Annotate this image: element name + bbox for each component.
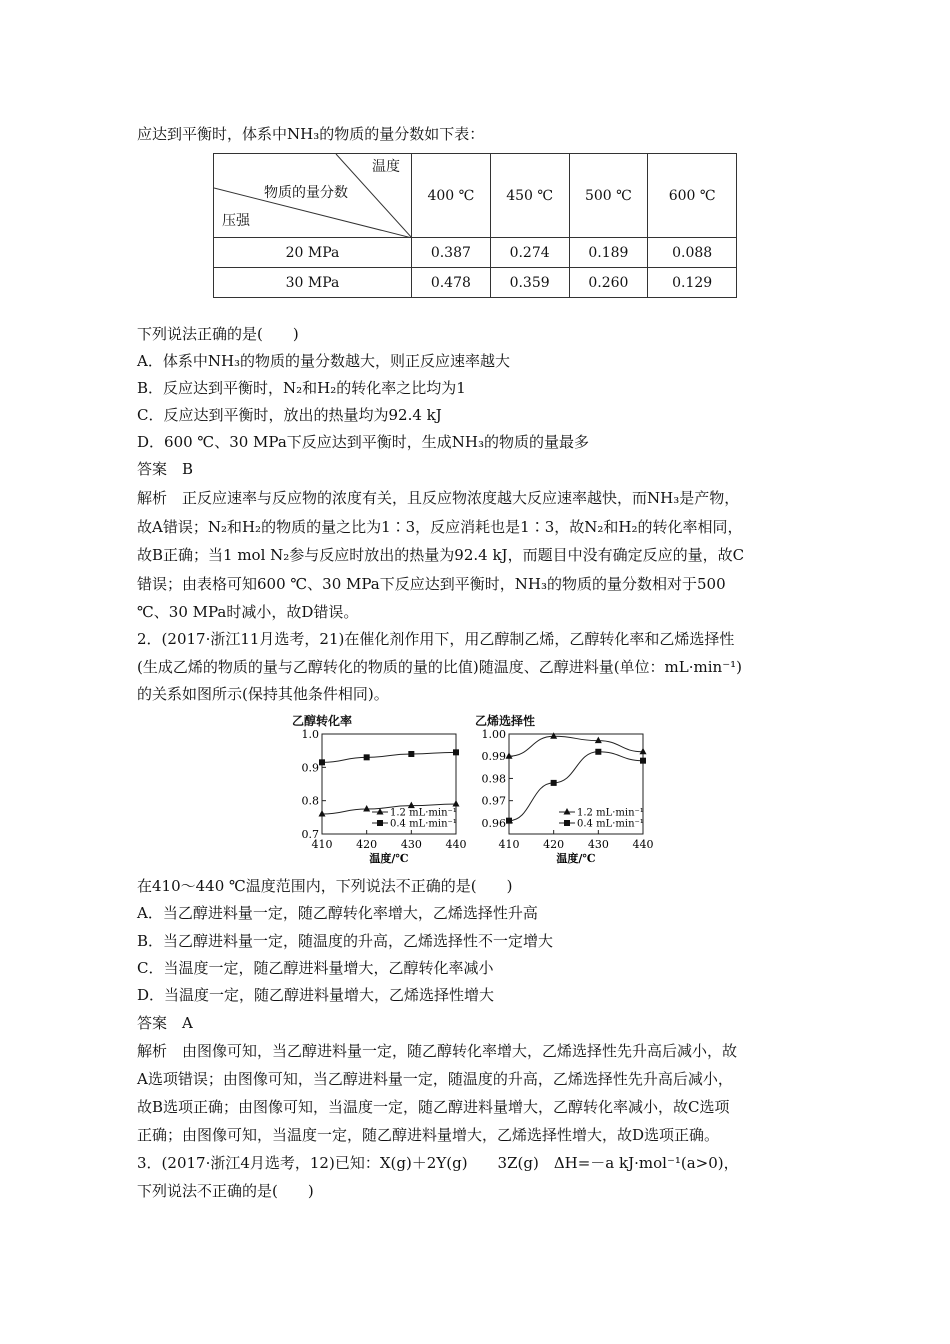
q2-option-c: C．当温度一定，随乙醇进料量增大，乙醇转化率减小	[137, 959, 494, 977]
series-line	[322, 752, 456, 762]
value-cell: 0.260	[569, 268, 648, 298]
data-point-square	[595, 749, 601, 755]
q1-option-b: B．反应达到平衡时，N₂和H₂的转化率之比均为1	[137, 379, 466, 397]
legend-square-marker	[377, 820, 383, 826]
data-point-square	[364, 754, 370, 760]
data-point-square	[453, 749, 459, 755]
q2-stem-line: 的关系如图所示(保持其他条件相同)。	[137, 685, 389, 703]
data-point-triangle	[506, 752, 513, 759]
value-cell: 0.359	[490, 268, 569, 298]
q2-analysis-line: 故B选项正确；由图像可知，当温度一定，随乙醇进料量增大，乙醇转化率减小，故C选项	[137, 1098, 730, 1116]
q2-option-b: B．当乙醇进料量一定，随温度的升高，乙烯选择性不一定增大	[137, 932, 554, 950]
value-cell: 0.088	[648, 238, 737, 268]
data-point-square	[551, 780, 557, 786]
q1-analysis-line: 解析 正反应速率与反应物的浓度有关，且反应物浓度越大反应速率越快，而NH₃是产物，	[137, 489, 740, 507]
x-tick-label: 410	[311, 838, 333, 851]
x-axis-label: 温度/℃	[556, 852, 596, 865]
header-temp: 温度	[372, 159, 400, 175]
data-point-triangle	[453, 800, 460, 807]
y-tick-label: 0.97	[481, 794, 506, 808]
header-fraction: 物质的量分数	[264, 185, 348, 201]
series-line	[509, 736, 643, 756]
table-row	[214, 268, 737, 298]
header-pressure: 压强	[222, 213, 250, 229]
legend-triangle-marker	[564, 808, 571, 815]
value-cell: 0.189	[569, 238, 648, 268]
table-corner-header	[214, 154, 412, 238]
q1-analysis-line: 故B正确；当1 mol N₂参与反应时放出的热量为92.4 kJ，而题目中没有确定反应的量，故C	[137, 546, 745, 564]
q1-analysis-line: ℃、30 MPa时减小，故D错误。	[137, 603, 359, 621]
ethylene-selectivity-chart	[475, 712, 660, 867]
pressure-cell: 20 MPa	[214, 238, 412, 268]
x-tick-label: 410	[498, 838, 520, 851]
y-tick-label: 1.00	[481, 728, 506, 741]
data-point-triangle	[640, 748, 647, 755]
chart-svg	[475, 712, 660, 867]
y-tick-label: 0.99	[481, 750, 506, 764]
nh3-fraction-table	[213, 153, 737, 298]
temp-cell: 600 ℃	[648, 154, 737, 238]
x-tick-label: 420	[356, 838, 378, 851]
data-point-triangle	[595, 737, 602, 744]
q2-option-d: D．当温度一定，随乙醇进料量增大，乙烯选择性增大	[137, 986, 495, 1004]
y-tick-label: 0.8	[301, 794, 319, 808]
q3-stem-line: 3．(2017·浙江4月选考，12)已知：X(g)＋2Y(g) 3Z(g) ΔH=－a kJ·mol⁻¹(a>0)，	[137, 1154, 739, 1172]
x-tick-label: 430	[400, 838, 422, 851]
data-point-square	[640, 758, 646, 764]
legend-label: 1.2 mL·min⁻¹	[390, 807, 457, 819]
q1-stem: 下列说法正确的是( )	[137, 325, 299, 343]
x-tick-label: 430	[587, 838, 609, 851]
legend-label: 0.4 mL·min⁻¹	[577, 818, 644, 830]
chart-title: 乙烯选择性	[475, 714, 536, 728]
y-tick-label: 0.98	[481, 772, 506, 786]
value-cell: 0.478	[411, 268, 490, 298]
data-point-triangle	[319, 810, 326, 817]
q2-question: 在410～440 ℃温度范围内，下列说法不正确的是( )	[137, 877, 513, 895]
x-tick-label: 440	[632, 838, 654, 851]
pressure-cell: 30 MPa	[214, 268, 412, 298]
q2-analysis-line: 正确；由图像可知，当温度一定，随乙醇进料量增大，乙烯选择性增大，故D选项正确。	[137, 1126, 720, 1144]
legend-label: 0.4 mL·min⁻¹	[390, 818, 457, 830]
q2-stem-line: (生成乙烯的物质的量与乙醇转化的物质的量的比值)随温度、乙醇进料量(单位：mL·min⁻¹)	[137, 658, 742, 676]
x-tick-label: 420	[543, 838, 565, 851]
data-point-square	[408, 751, 414, 757]
table-row	[214, 238, 737, 268]
value-cell: 0.274	[490, 238, 569, 268]
temp-cell: 500 ℃	[569, 154, 648, 238]
q1-answer: 答案 B	[137, 460, 194, 478]
x-tick-label: 440	[445, 838, 467, 851]
legend-square-marker	[564, 820, 570, 826]
x-axis-label: 温度/℃	[369, 852, 409, 865]
intro-text: 应达到平衡时，体系中NH₃的物质的量分数如下表：	[137, 125, 485, 143]
value-cell: 0.387	[411, 238, 490, 268]
value-cell: 0.129	[648, 268, 737, 298]
q1-option-d: D．600 ℃、30 MPa下反应达到平衡时，生成NH₃的物质的量最多	[137, 433, 590, 451]
y-tick-label: 0.7	[301, 828, 319, 841]
y-tick-label: 1.0	[301, 728, 319, 741]
q1-analysis-line: 错误；由表格可知600 ℃、30 MPa下反应达到平衡时，NH₃的物质的量分数相对于500	[137, 575, 726, 593]
data-point-square	[506, 818, 512, 824]
q1-option-c: C．反应达到平衡时，放出的热量均为92.4 kJ	[137, 406, 442, 424]
temp-cell: 450 ℃	[490, 154, 569, 238]
chart-title: 乙醇转化率	[292, 714, 353, 728]
q3-stem-line: 下列说法不正确的是( )	[137, 1182, 314, 1200]
q1-analysis-line: 故A错误；N₂和H₂的物质的量之比为1∶3，反应消耗也是1∶3，故N₂和H₂的转化率相同，	[137, 518, 743, 536]
data-point-triangle	[550, 732, 557, 739]
q2-answer: 答案 A	[137, 1014, 193, 1032]
data-point-square	[319, 759, 325, 765]
temp-cell: 400 ℃	[411, 154, 490, 238]
y-tick-label: 0.96	[481, 816, 506, 830]
data-point-triangle	[363, 805, 370, 812]
y-tick-label: 0.9	[301, 761, 319, 775]
q2-analysis-line: A选项错误；由图像可知，当乙醇进料量一定，随温度的升高，乙烯选择性先升高后减小，	[137, 1070, 733, 1088]
q2-analysis-line: 解析 由图像可知，当乙醇进料量一定，随乙醇转化率增大，乙烯选择性先升高后减小，故	[137, 1042, 738, 1060]
q2-stem-line: 2．(2017·浙江11月选考，21)在催化剂作用下，用乙醇制乙烯，乙醇转化率和乙烯选择性	[137, 630, 735, 648]
q2-option-a: A．当乙醇进料量一定，随乙醇转化率增大，乙烯选择性升高	[137, 904, 538, 922]
ethanol-conversion-chart	[288, 712, 473, 867]
q1-option-a: A．体系中NH₃的物质的量分数越大，则正反应速率越大	[137, 352, 511, 370]
chart-svg	[288, 712, 473, 867]
legend-label: 1.2 mL·min⁻¹	[577, 807, 644, 819]
